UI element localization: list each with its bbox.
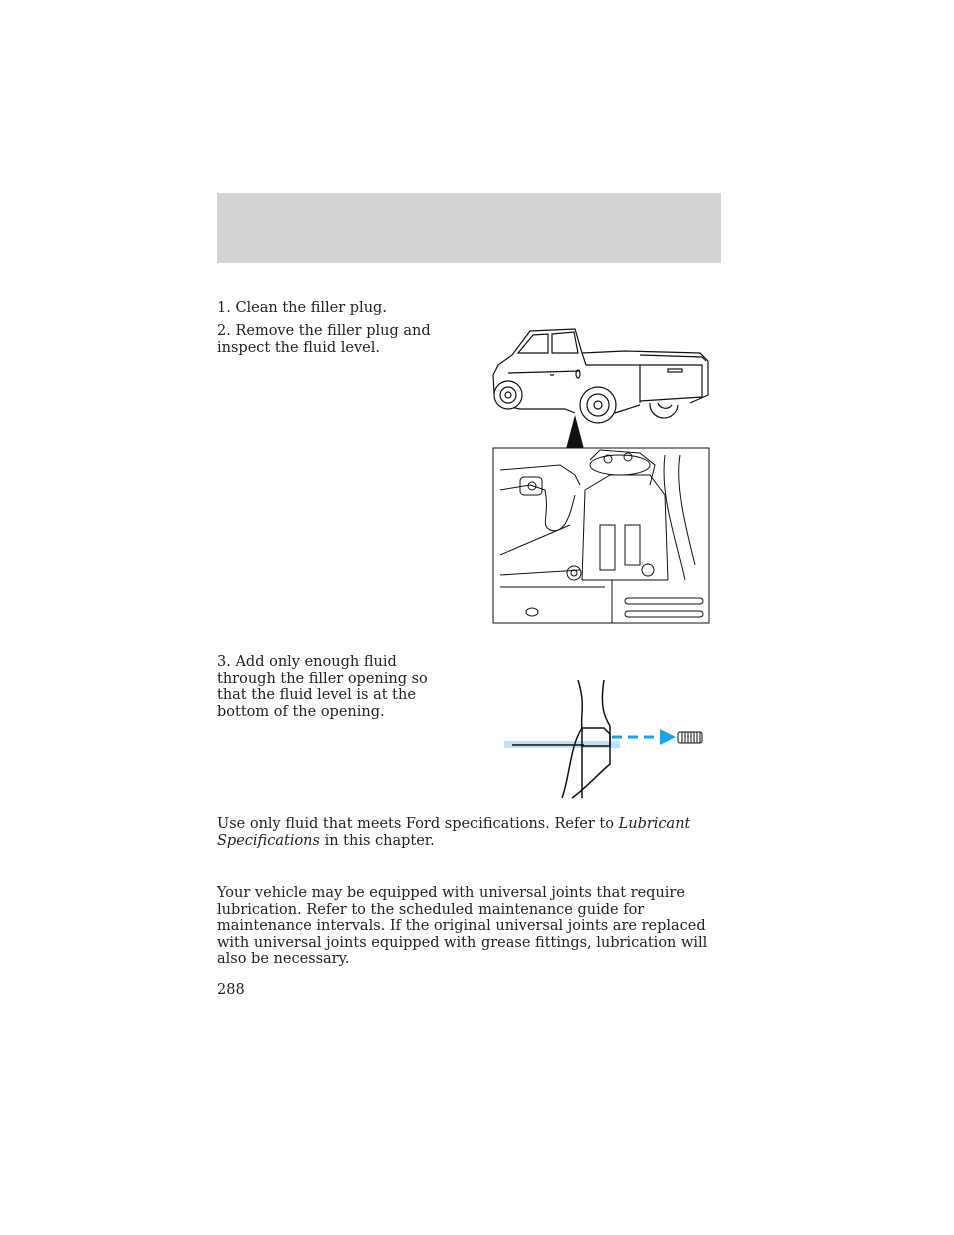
housing-wall xyxy=(562,680,610,798)
step-3-text: 3. Add only enough fluid through the filler opening so that the fluid level is at the bottom of the opening. xyxy=(217,654,428,720)
axle-closeup-frame xyxy=(493,448,709,623)
fluid-spec-note xyxy=(217,816,721,849)
filler-plug xyxy=(678,732,702,743)
step-2-text: 2. Remove the filler plug and inspect the fluid level. xyxy=(217,323,431,356)
fluid-note-after: in this chapter. xyxy=(319,832,435,849)
universal-joint-paragraph: Your vehicle may be equipped with universal joints that require lubrication. Refer to the scheduled maintenance guide for maintenance intervals. If the original universal joints are replaced with universal joints equipped with grease fittings, lubrication will also be necessary. xyxy=(217,885,708,967)
fill-direction-arrow xyxy=(612,729,676,745)
pointer-wedge xyxy=(566,415,584,449)
section-header-band xyxy=(217,193,721,263)
pickup-truck-drawing xyxy=(493,329,708,423)
lubricant-spec-link[interactable]: Lubricant Specifications xyxy=(217,816,691,849)
truck-axle-illustration xyxy=(490,325,715,627)
fluid-note-before: Use only fluid that meets Ford specifications. Refer to xyxy=(217,816,619,832)
page-number: 288 xyxy=(217,982,245,998)
step-1-text: 1. Clean the filler plug. xyxy=(217,300,387,316)
fluid-level-illustration xyxy=(500,676,710,802)
